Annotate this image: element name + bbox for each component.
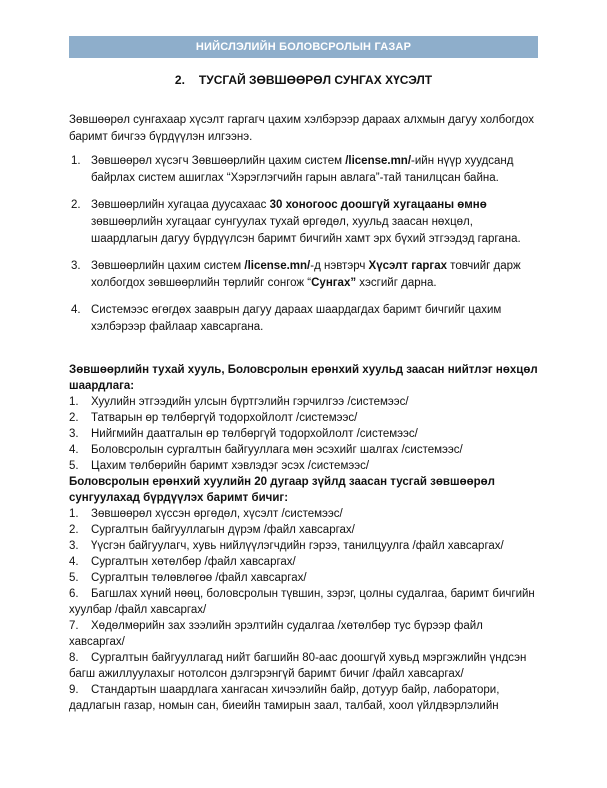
- list-item: [69, 538, 539, 554]
- item-text: Хуулийн этгээдийн улсын бүртгэлийн гэрчилгээ /системээс/: [91, 396, 409, 408]
- step-item: [69, 197, 539, 248]
- page-banner: НИЙСЛЭЛИЙН БОЛОВСРОЛЫН ГАЗАР: [69, 36, 538, 58]
- step-text: Зөвшөөрөл хүсэгч Зөвшөөрлийн цахим систем: [91, 155, 346, 167]
- item-text: Сургалтын байгууллагад нийт багшийн 80-аас доошгүй хувьд мэргэжлийн үндсэн багш ажиллуулахыг нотолсон дэлгэрэнгүй баримт бичиг /файл хавсаргах/: [69, 652, 527, 680]
- step-text: зөвшөөрлийн хугацааг сунгуулах тухай өргөдөл, хуульд заасан нөхцөл, шаардлагын дагуу бүрдүүлсэн баримт бичгийн хамт эрх бүхий этгээдэд гаргана.: [91, 216, 521, 245]
- item-text: Нийгмийн даатгалын өр төлбөргүй тодорхойлолт /системээс/: [91, 428, 418, 440]
- step-number: 2.: [71, 199, 81, 211]
- item-number: 9.: [69, 684, 79, 696]
- list-item: [69, 426, 539, 442]
- step-text: -ийн нүүр хуудсанд байрлах систем ашиглах “Хэрэглэгчийн гарын авлага”-тай танилцсан байна.: [91, 155, 514, 184]
- intro-paragraph: Зөвшөөрөл сунгахаар хүсэлт гаргагч цахим хэлбэрээр дараах алхмын дагуу холбогдох баримт бичгээ бүрдүүлэн илгээнэ.: [69, 114, 535, 143]
- list-item: [69, 506, 539, 522]
- step-emphasis: Хүсэлт гаргах: [368, 260, 447, 272]
- item-text: Багшлах хүний нөөц, боловсролын түвшин, зэрэг, цолны судалгаа, баримт бичгийн хуулбар /файл хавсаргах/: [69, 588, 535, 616]
- item-number: 3.: [69, 540, 79, 552]
- list-item: [69, 410, 539, 426]
- step-item: [69, 302, 539, 336]
- item-text: Татварын өр төлбөргүй тодорхойлолт /системээс/: [91, 412, 358, 424]
- list-item: [69, 554, 539, 570]
- step-text: Зөвшөөрлийн цахим систем: [91, 260, 245, 272]
- list-item: [69, 682, 539, 714]
- title-text: ТУСГАЙ ЗӨВШӨӨРӨЛ СУНГАХ ХҮСЭЛТ: [198, 73, 433, 87]
- page-title: [0, 73, 607, 87]
- list-item: [69, 586, 539, 618]
- step-text: товчийг дарж холбогдох зөвшөөрлийн төрлийг сонгож “: [91, 260, 521, 289]
- item-text: Стандартын шаардлага хангасан хичээлийн байр, дотуур байр, лаборатори, дадлагын газар, номын сан, биеийн тамирын заал, талбай, хоол үйлдвэрлэлийн: [69, 684, 500, 712]
- item-number: 7.: [69, 620, 79, 632]
- section-heading: Зөвшөөрлийн тухай хууль, Боловсролын ерөнхий хуульд заасан нийтлэг нөхцөл шаардлага:: [69, 364, 538, 392]
- item-number: 2.: [69, 412, 79, 424]
- item-text: Сургалтын төлөвлөгөө /файл хавсаргах/: [91, 572, 307, 584]
- list-item: [69, 570, 539, 586]
- section-heading: Боловсролын ерөнхий хуулийн 20 дугаар зүйлд заасан тусгай зөвшөөрөл сунгуулахад бүрдүүлэх баримт бичиг:: [69, 476, 495, 504]
- list-item: [69, 618, 539, 650]
- title-number: 2.: [174, 73, 185, 87]
- item-number: 2.: [69, 524, 79, 536]
- list-item: [69, 650, 539, 682]
- step-text: Зөвшөөрлийн хугацаа дуусахаас: [91, 199, 270, 211]
- item-number: 5.: [69, 460, 79, 472]
- item-number: 6.: [69, 588, 79, 600]
- step-link: /license.mn/: [345, 155, 412, 167]
- item-text: Боловсролын сургалтын байгууллага мөн эсэхийг шалгах /системээс/: [91, 444, 463, 456]
- step-item: [69, 258, 539, 292]
- step-text: Системээс өгөгдөх зааврын дагуу дараах шаардагдах баримт бичгийг цахим хэлбэрээр файлаар хавсаргана.: [91, 304, 502, 333]
- item-number: 5.: [69, 572, 79, 584]
- item-number: 4.: [69, 556, 79, 568]
- item-text: Хөдөлмөрийн зах зээлийн эрэлтийн судалгаа /хөтөлбөр тус бүрээр файл хавсаргах/: [69, 620, 483, 648]
- item-text: Цахим төлбөрийн баримт хэвлэдэг эсэх /системээс/: [91, 460, 370, 472]
- list-item: [69, 522, 539, 538]
- step-number: 4.: [71, 304, 81, 316]
- step-number: 3.: [71, 260, 81, 272]
- step-emphasis: 30 хоногоос доошгүй хугацааны өмнө: [269, 199, 487, 211]
- item-number: 3.: [69, 428, 79, 440]
- list-item: [69, 458, 539, 474]
- list-item: [69, 442, 539, 458]
- item-number: 8.: [69, 652, 79, 664]
- item-text: Сургалтын хөтөлбөр /файл хавсаргах/: [91, 556, 296, 568]
- step-emphasis: Сунгах”: [311, 277, 357, 289]
- item-number: 4.: [69, 444, 79, 456]
- item-text: Сургалтын байгууллагын дүрэм /файл хавсаргах/: [91, 524, 355, 536]
- item-text: Үүсгэн байгуулагч, хувь нийлүүлэгчдийн гэрээ, танилцуулга /файл хавсаргах/: [91, 540, 504, 552]
- step-link: /license.mn/: [244, 260, 311, 272]
- step-text: -д нэвтэрч: [310, 260, 369, 272]
- item-text: Зөвшөөрөл хүссэн өргөдөл, хүсэлт /системээс/: [91, 508, 343, 520]
- step-number: 1.: [71, 155, 81, 167]
- item-number: 1.: [69, 396, 79, 408]
- step-item: [69, 153, 539, 187]
- special-requirements-section: [69, 474, 539, 714]
- general-requirements-section: [69, 362, 539, 474]
- steps-list: [69, 153, 539, 346]
- step-text: хэсгийг дарна.: [356, 277, 437, 289]
- list-item: [69, 394, 539, 410]
- item-number: 1.: [69, 508, 79, 520]
